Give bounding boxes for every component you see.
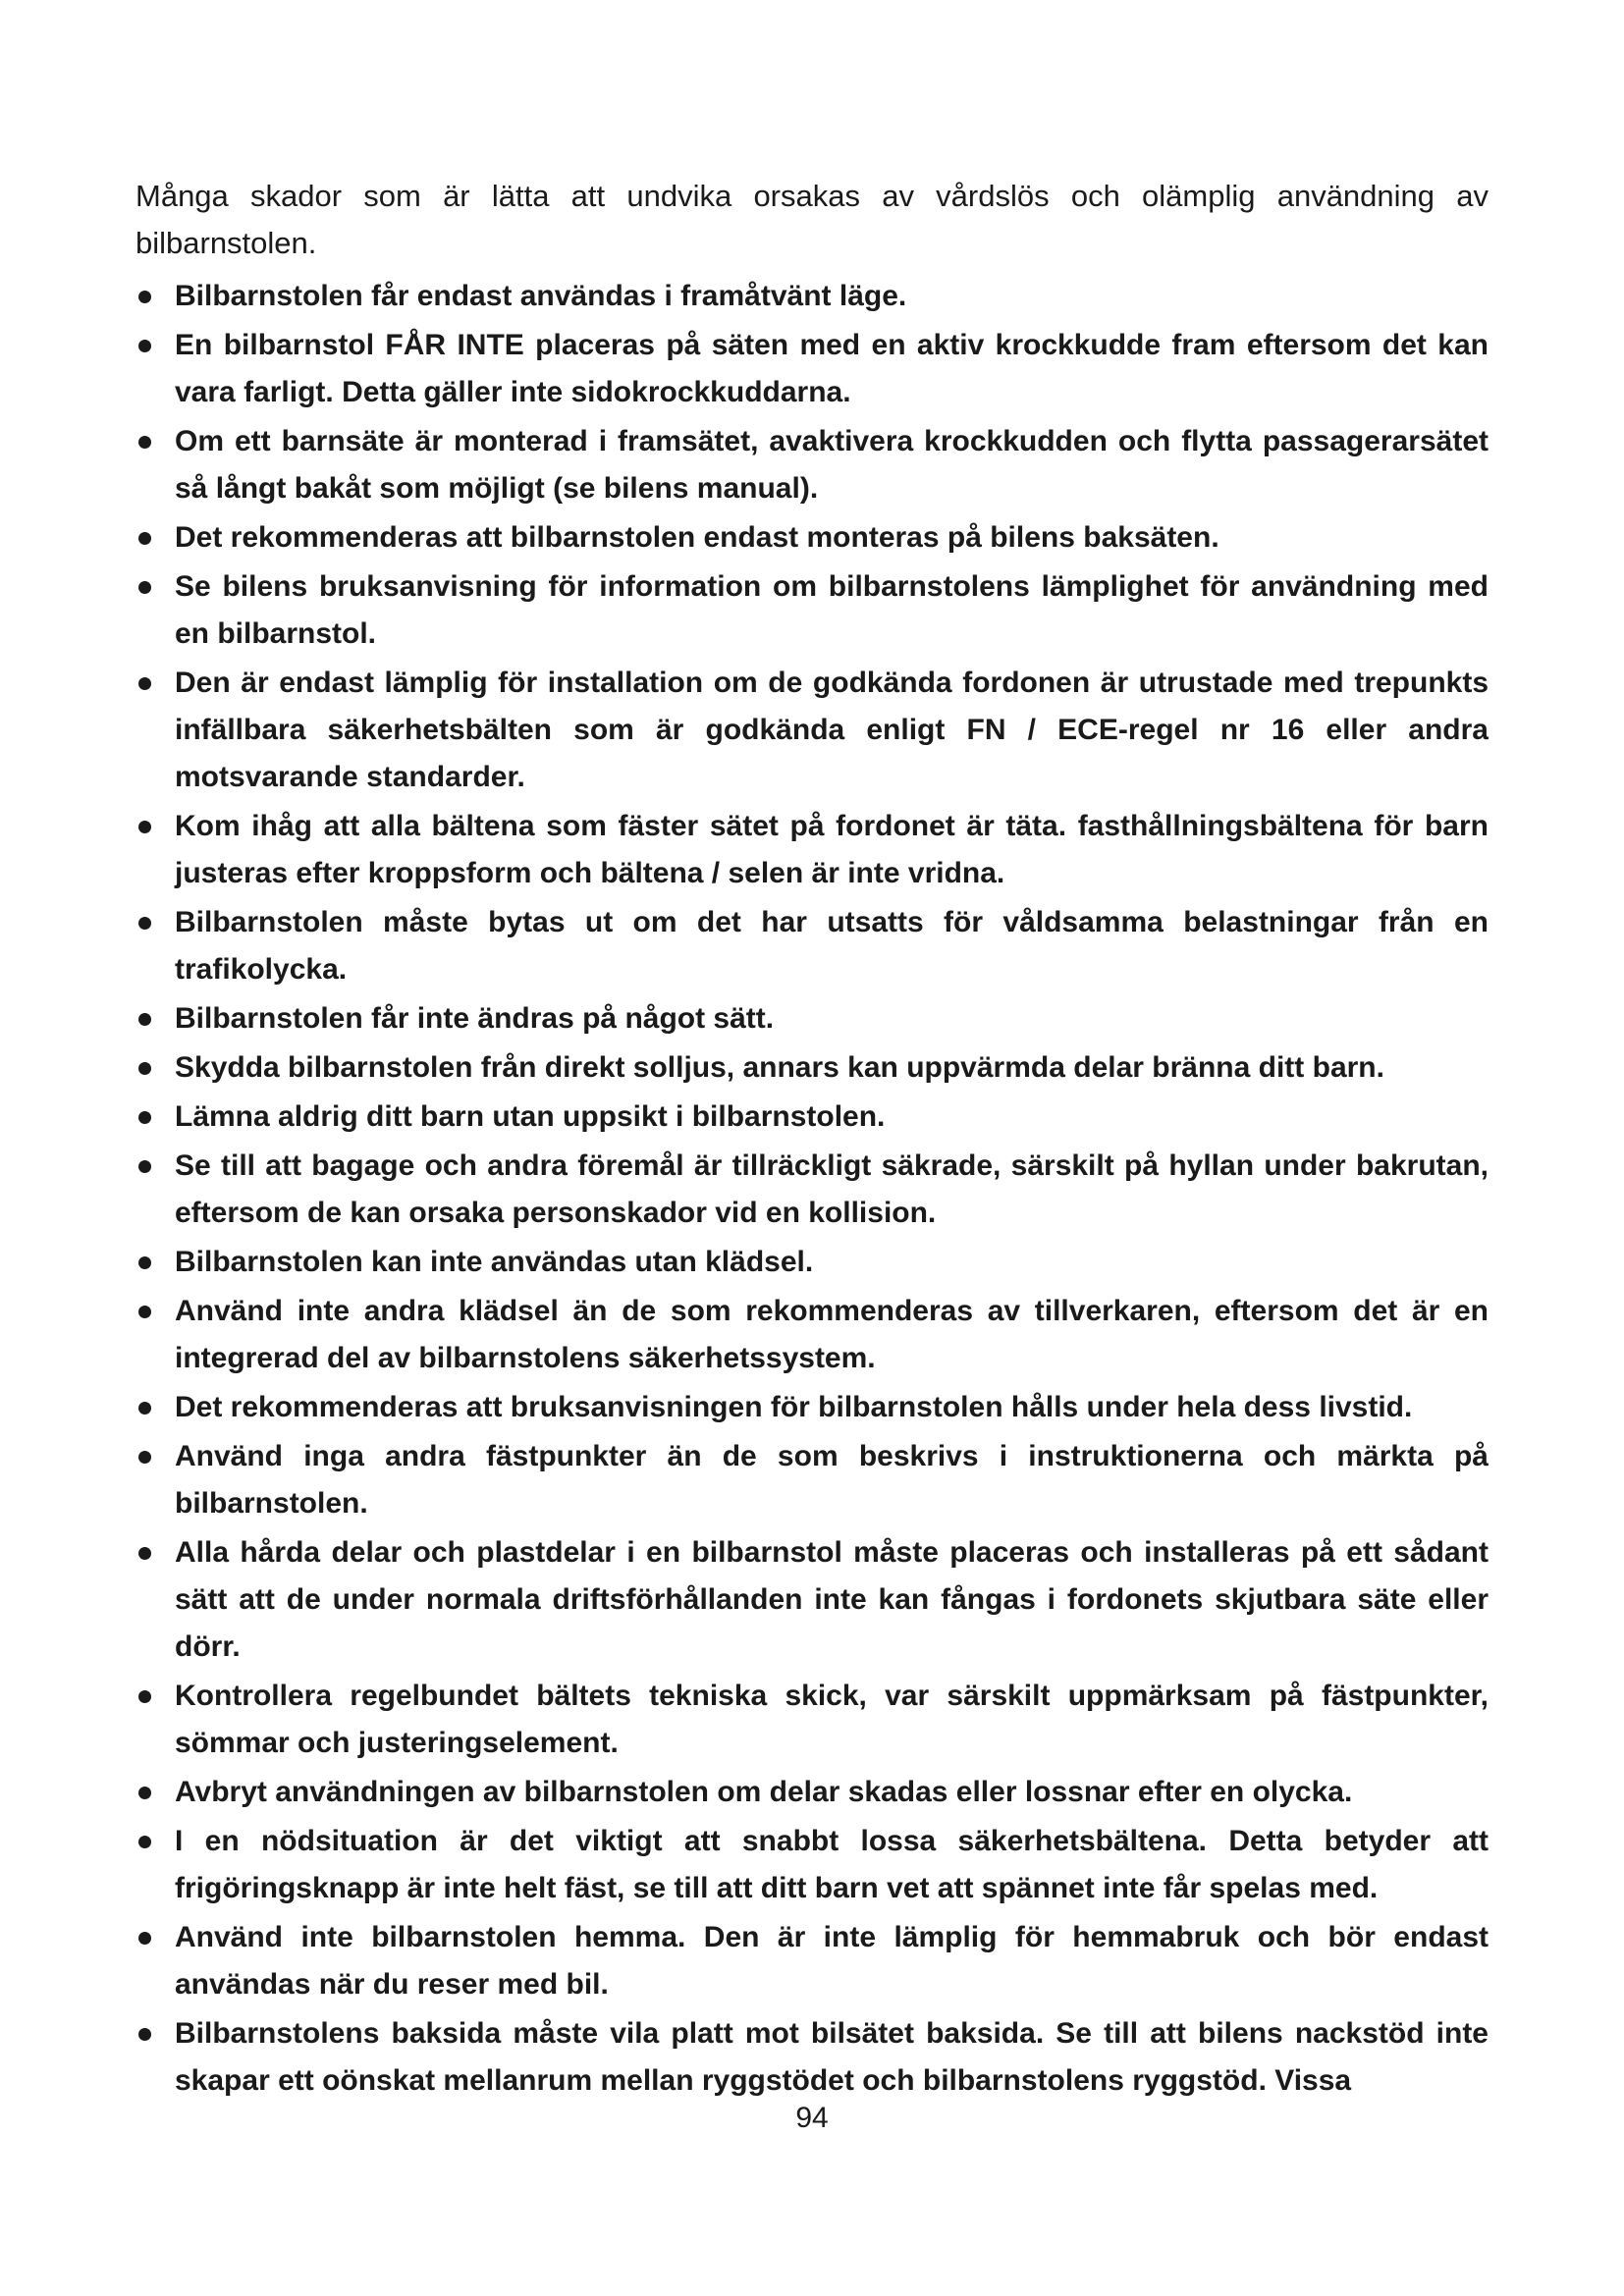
list-item — [135, 322, 1489, 416]
list-item-text: Den är endast lämplig för installation om de godkända fordonen är utrustade med trepunkts infällbara säkerhetsbälten som är godkända enligt FN / ECE-regel nr 16 eller andra motsvarande standarder. — [175, 667, 1489, 793]
list-item-text: Kontrollera regelbundet bältets tekniska skick, var särskilt uppmärksam på fästpunkter, sömmar och justeringselement. — [175, 1680, 1489, 1759]
list-item — [135, 1673, 1489, 1767]
list-item — [135, 1143, 1489, 1237]
list-item — [135, 2010, 1489, 2105]
list-item — [135, 273, 1489, 320]
bullet-dot-icon — [138, 1690, 151, 1703]
bullet-dot-icon — [138, 1451, 151, 1464]
list-item-text: Bilbarnstolen måste bytas ut om det har utsatts för våldsamma belastningar från en trafikolycka. — [175, 906, 1489, 986]
list-item — [135, 418, 1489, 512]
bullet-dot-icon — [138, 1160, 151, 1173]
list-item — [135, 1384, 1489, 1431]
list-item-text: Skydda bilbarnstolen från direkt solljus, annars kan uppvärmda delar bränna ditt barn. — [175, 1051, 1384, 1084]
list-item-text: I en nödsituation är det viktigt att snabbt lossa säkerhetsbältena. Detta betyder att frigöringsknapp är inte helt fäst, se till att ditt barn vet att spännet inte får spelas med. — [175, 1825, 1489, 1904]
bullet-dot-icon — [138, 1111, 151, 1124]
list-item-text: Om ett barnsäte är monterad i framsätet, avaktivera krockkudden och flytta passagerarsätet så långt bakåt som möjligt (se bilens manual). — [175, 425, 1489, 505]
list-item-text: Se till att bagage och andra föremål är tillräckligt säkrade, särskilt på hyllan under bakrutan, eftersom de kan orsaka personskador vid en kollision. — [175, 1149, 1489, 1229]
list-item — [135, 1044, 1489, 1092]
bullet-dot-icon — [138, 917, 151, 930]
safety-bullet-list — [135, 273, 1489, 2105]
bullet-dot-icon — [138, 291, 151, 303]
bullet-dot-icon — [138, 1547, 151, 1560]
bullet-dot-icon — [138, 1306, 151, 1318]
list-item — [135, 899, 1489, 993]
list-item — [135, 514, 1489, 561]
bullet-dot-icon — [138, 1402, 151, 1415]
bullet-dot-icon — [138, 532, 151, 545]
list-item — [135, 1769, 1489, 1816]
list-item-text: Se bilens bruksanvisning för information om bilbarnstolens lämplighet för användning med en bilbarnstol. — [175, 570, 1489, 650]
bullet-dot-icon — [138, 1062, 151, 1075]
list-item-text: Använd inga andra fästpunkter än de som beskrivs i instruktionerna och märkta på bilbarnstolen. — [175, 1440, 1489, 1520]
list-item — [135, 1818, 1489, 1912]
bullet-dot-icon — [138, 436, 151, 449]
list-item-text: Bilbarnstolens baksida måste vila platt mot bilsätet baksida. Se till att bilens nackstöd inte skapar ett oönskat mellanrum mellan ryggstödet och bilbarnstolens ryggstöd. Vissa — [175, 2017, 1489, 2097]
list-item-text: Avbryt användningen av bilbarnstolen om delar skadas eller lossnar efter en olycka. — [175, 1776, 1353, 1808]
bullet-dot-icon — [138, 1836, 151, 1848]
bullet-dot-icon — [138, 677, 151, 690]
list-item-text: Lämna aldrig ditt barn utan uppsikt i bilbarnstolen. — [175, 1100, 886, 1133]
list-item-text: Bilbarnstolen får endast användas i framåtvänt läge. — [175, 280, 907, 312]
list-item — [135, 1288, 1489, 1382]
bullet-dot-icon — [138, 1787, 151, 1799]
list-item — [135, 995, 1489, 1042]
list-item-text: Alla hårda delar och plastdelar i en bilbarnstol måste placeras och installeras på ett sådant sätt att de under normala driftsförhållanden inte kan fångas i fordonets skjutbara säte eller dörr. — [175, 1536, 1489, 1663]
list-item-text: Bilbarnstolen kan inte användas utan klädsel. — [175, 1246, 814, 1278]
list-item-text: En bilbarnstol FÅR INTE placeras på säten med en aktiv krockkudde fram eftersom det kan vara farligt. Detta gäller inte sidokrockkuddarna. — [175, 329, 1489, 408]
bullet-dot-icon — [138, 1256, 151, 1269]
document-body — [135, 173, 1489, 2107]
bullet-dot-icon — [138, 2028, 151, 2041]
list-item — [135, 1433, 1489, 1527]
bullet-dot-icon — [138, 1013, 151, 1026]
list-item — [135, 1094, 1489, 1141]
list-item-text: Använd inte andra klädsel än de som rekommenderas av tillverkaren, eftersom det är en integrerad del av bilbarnstolens säkerhetssystem. — [175, 1295, 1489, 1374]
bullet-dot-icon — [138, 340, 151, 352]
list-item — [135, 1529, 1489, 1671]
page-number: 94 — [795, 2102, 829, 2134]
list-item-text: Det rekommenderas att bilbarnstolen endast monteras på bilens baksäten. — [175, 521, 1219, 554]
list-item — [135, 563, 1489, 658]
list-item-text: Det rekommenderas att bruksanvisningen för bilbarnstolen hålls under hela dess livstid. — [175, 1391, 1413, 1423]
list-item-text: Bilbarnstolen får inte ändras på något sätt. — [175, 1002, 775, 1035]
bullet-dot-icon — [138, 1932, 151, 1945]
list-item — [135, 803, 1489, 897]
list-item-text: Använd inte bilbarnstolen hemma. Den är inte lämplig för hemmabruk och bör endast användas när du reser med bil. — [175, 1921, 1489, 2001]
bullet-dot-icon — [138, 821, 151, 833]
list-item — [135, 1914, 1489, 2008]
list-item — [135, 1239, 1489, 1286]
intro-paragraph: Många skador som är lätta att undvika orsakas av vårdslös och olämplig användning av bilbarnstolen. — [135, 179, 1489, 260]
bullet-dot-icon — [138, 581, 151, 594]
list-item — [135, 660, 1489, 801]
list-item-text: Kom ihåg att alla bältena som fäster sätet på fordonet är täta. fasthållningsbältena för barn justeras efter kroppsform och bältena / selen är inte vridna. — [175, 810, 1489, 889]
